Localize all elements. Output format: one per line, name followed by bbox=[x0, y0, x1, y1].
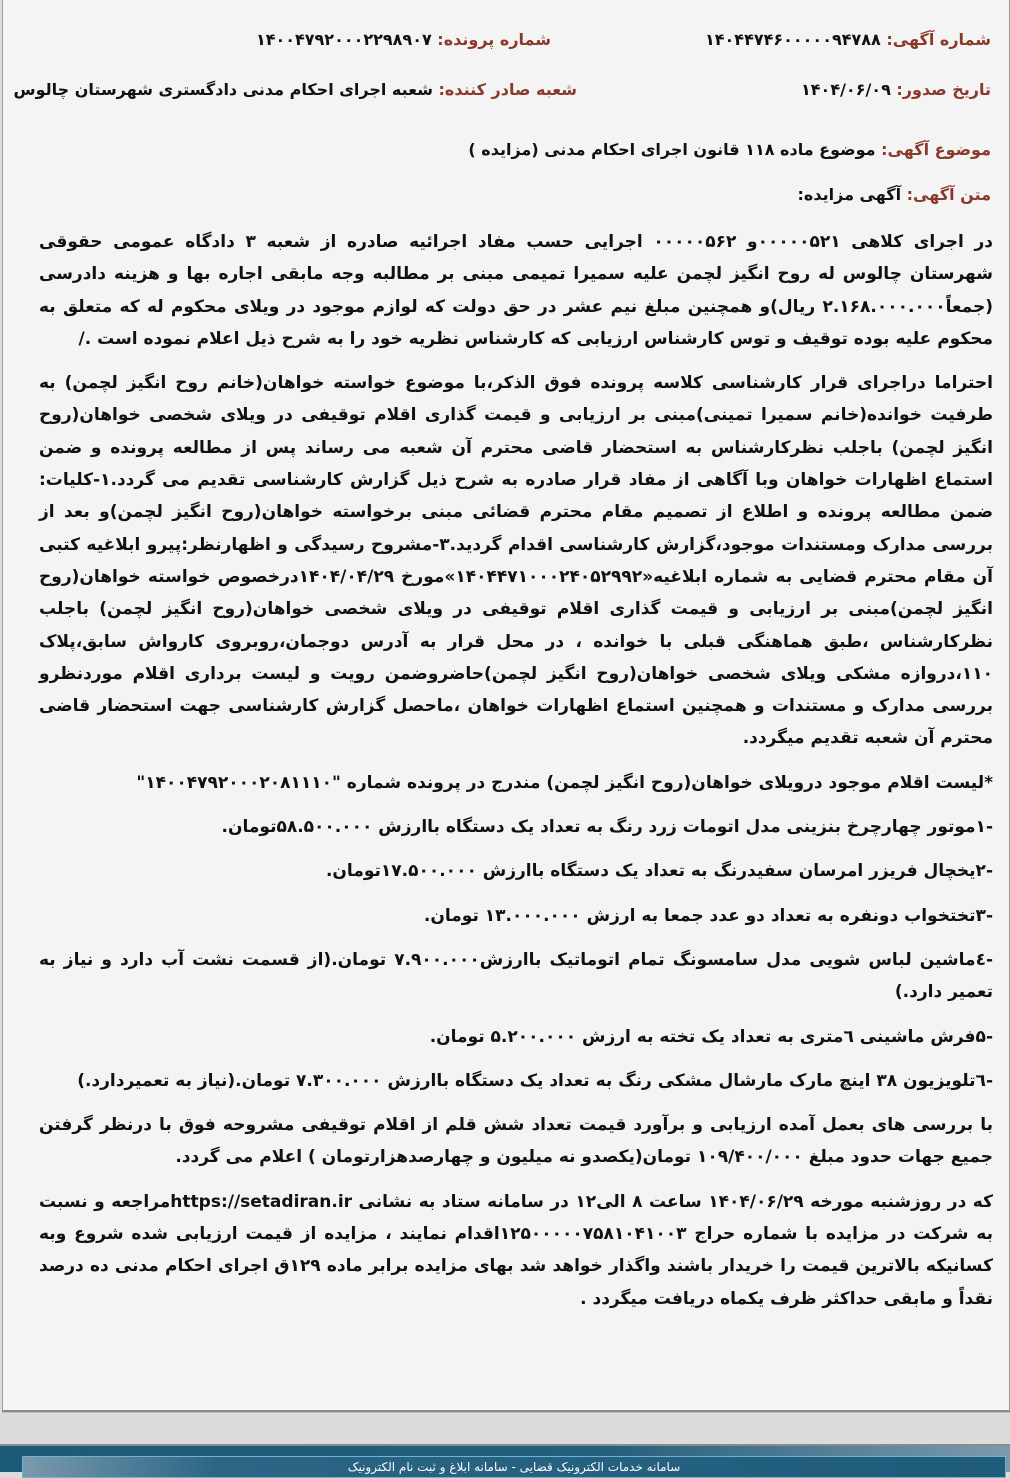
list-item: -۵فرش ماشینی ٦متری به تعداد یک تخته به ارزش ۵.۲۰۰.۰۰۰ تومان. bbox=[429, 1026, 993, 1047]
footer bbox=[0, 1444, 1010, 1472]
list-item: -۳تختخواب دونفره به تعداد دو عدد جمعا به ارزش ۱۳.۰۰۰.۰۰۰ تومان. bbox=[423, 905, 993, 926]
subject-row bbox=[468, 140, 991, 159]
issue-date-label: تاریخ صدور: bbox=[896, 80, 991, 99]
issuing-branch: شعبه اجرای احکام مدنی دادگستری شهرستان چالوس bbox=[13, 80, 433, 99]
items-list-heading: *لیست اقلام موجود درویلای خواهان(روح انگیز لچمن) مندرج در پرونده شماره "۱۴۰۰۴۷۹۲۰۰۰۲۰۸۱۱۱۰" bbox=[136, 772, 993, 793]
issuing-branch-row bbox=[14, 80, 577, 99]
text-label: متن آگهی: bbox=[906, 185, 991, 204]
footer-title: سامانه خدمات الکترونیک قضایی - سامانه ابلاغ و ثبت نام الکترونیک bbox=[22, 1456, 1006, 1478]
text-title: آگهی مزایده: bbox=[797, 185, 902, 204]
notice-panel bbox=[2, 0, 1010, 1412]
subject-label: موضوع آگهی: bbox=[881, 140, 991, 159]
case-number-row bbox=[256, 30, 551, 49]
issuing-branch-label: شعبه صادر کننده: bbox=[438, 80, 577, 99]
list-item: -۱موتور چهارچرخ بنزینی مدل اتومات زرد رنگ به تعداد یک دستگاه باارزش ۵۸.۵۰۰.۰۰۰تومان. bbox=[221, 817, 993, 838]
list-item: -۲یخچال فریزر امرسان سفیدرنگ به تعداد یک دستگاه باارزش ۱۷.۵۰۰.۰۰۰تومان. bbox=[325, 861, 993, 882]
valuation-paragraph: با بررسی های بعمل آمده ارزیابی و برآورد قیمت تعداد شش قلم از اقلام توقیفی مشروحه فوق با درنظر گرفتن جمیع جهات حدود مبلغ ۱۰۹/۴۰۰/۰۰۰ تومان(یکصدو نه میلیون و چهارصدهزارتومان ) اعلام می گردد. bbox=[39, 1115, 993, 1168]
notice-number-row bbox=[705, 30, 991, 49]
expert-report-paragraph: احتراما دراجرای قرار کارشناسی کلاسه پرونده فوق الذکر،با موضوع خواسته خواهان(خانم روح انگیز لچمن) به طرفیت خوانده(خانم سمیرا تمینی)مبنی بر ارزیابی و قیمت گذاری اقلام توقیفی در ویلای شخصی خواهان(روح انگیز لچمن) باجلب نظرکارشناس به استحضار قاضی محترم آن شعبه می رساند پس از مطالعه پرونده و ضمن استماع اظهارات خواهان وبا آگاهی از مفاد قرار صادره به شرح ذیل گزارش کارشناسی تقدیم می گردد.۱-کلیات: ضمن مطالعه پرونده و اطلاع از تصمیم مقام محترم قضائی مبنی برخواسته خواهان(روح انگیز لچمن)و بعد از بررسی مدارک ومستندات موجود،گزارش کارشناسی اقدام گردید.۳-مشروح رسیدگی و اظهارنظر:پیرو ابلاغیه کتبی آن مقام محترم قضایی به شماره ابلاغیه«۱۴۰۴۴۷۱۰۰۰۲۴۰۵۲۹۹۲»مورخ ۱۴۰۴/۰۴/۲۹درخصوص خواسته خواهان(روح انگیز لچمن)مبنی بر ارزیابی و قیمت گذاری اقلام توقیفی در ویلای شخصی خواهان(روح انگیز لچمن) باجلب نظرکارشناس ،طبق هماهنگی قبلی با خوانده ، در محل قرار به آدرس دوجمان،روبروی کارواش سابق،پلاک ۱۱۰،دروازه مشکی ویلای شخصی خواهان(روح انگیز لچمن)حاضروضمن رویت و لیست برداری اقلام موردنظرو بررسی مدارک و مستندات و همچنین استماع اظهارات خواهان ،ماحصل گزارش کارشناسی جهت استحضار قاضی محترم آن شعبه تقدیم میگردد. bbox=[39, 373, 993, 749]
notice-body bbox=[39, 226, 993, 1327]
text-title-row bbox=[798, 185, 991, 204]
list-item: -٤ماشین لباس شویی مدل سامسونگ تمام اتوماتیک باارزش۷.۹۰۰.۰۰۰ تومان.(از قسمت نشت آب دارد و نیاز به تعمیر دارد.) bbox=[39, 949, 994, 1003]
issue-date-row bbox=[801, 80, 991, 99]
intro-paragraph: در اجرای کلاهی ۰۰۰۰۰۵۲۱و ۰۰۰۰۰۵۶۲ اجرایی حسب مفاد اجرائیه صادره از شعبه ۳ دادگاه عمومی حقوقی شهرستان چالوس له روح انگیز لچمن علیه سمیرا تمیمی مبنی بر مطالبه وجه مابقی اجاره بها و هزینه دادرسی (جمعاً۲.۱۶۸.۰۰۰.۰۰۰ ریال)و همچنین مبلغ نیم عشر در حق دولت که لوازم موجود در ویلای محکوم له که متعلق به محکوم علیه بوده توقیف و توس کارشناس ارزیابی که کارشناس نظریه خود را به شرح ذیل اعلام نموده است ./ bbox=[39, 232, 993, 349]
subject: موضوع ماده ۱۱۸ قانون اجرای احکام مدنی (مزایده ) bbox=[468, 140, 876, 159]
notice-number: ۱۴۰۴۴۷۴۶۰۰۰۰۰۹۴۷۸۸ bbox=[705, 30, 881, 49]
list-item: -٦تلویزیون ۳۸ اینچ مارک مارشال مشکی رنگ به تعداد یک دستگاه باارزش ۷.۳۰۰.۰۰۰ تومان.(نیاز به تعمیردارد.) bbox=[77, 1070, 993, 1091]
case-number: ۱۴۰۰۴۷۹۲۰۰۰۲۲۹۸۹۰۷ bbox=[255, 30, 432, 49]
notice-number-label: شماره آگهی: bbox=[886, 30, 991, 49]
auction-details-paragraph: که در روزشنبه مورخه ۱۴۰۴/۰۶/۲۹ ساعت ۸ الی۱۲ در سامانه ستاد به نشانی https://setadiran.irمراجعه و نسبت به شرکت در مزایده با شماره حراج ۱۲۵۰۰۰۰۰۷۵۸۱۰۴۱۰۰۳اقدام نمایند ، مزایده از قیمت ارزیابی شده شروع وبه کسانیکه بالاترین قیمت را خریدار باشند واگذار خواهد شد بهای مزایده برابر ماده ۱۲۹ق اجرای احکام مدنی ده درصد نقداً و مابقی حداکثر ظرف یکماه دریافت میگردد . bbox=[39, 1191, 993, 1309]
issue-date: ۱۴۰۴/۰۶/۰۹ bbox=[801, 80, 891, 99]
case-number-label: شماره پرونده: bbox=[437, 30, 551, 49]
